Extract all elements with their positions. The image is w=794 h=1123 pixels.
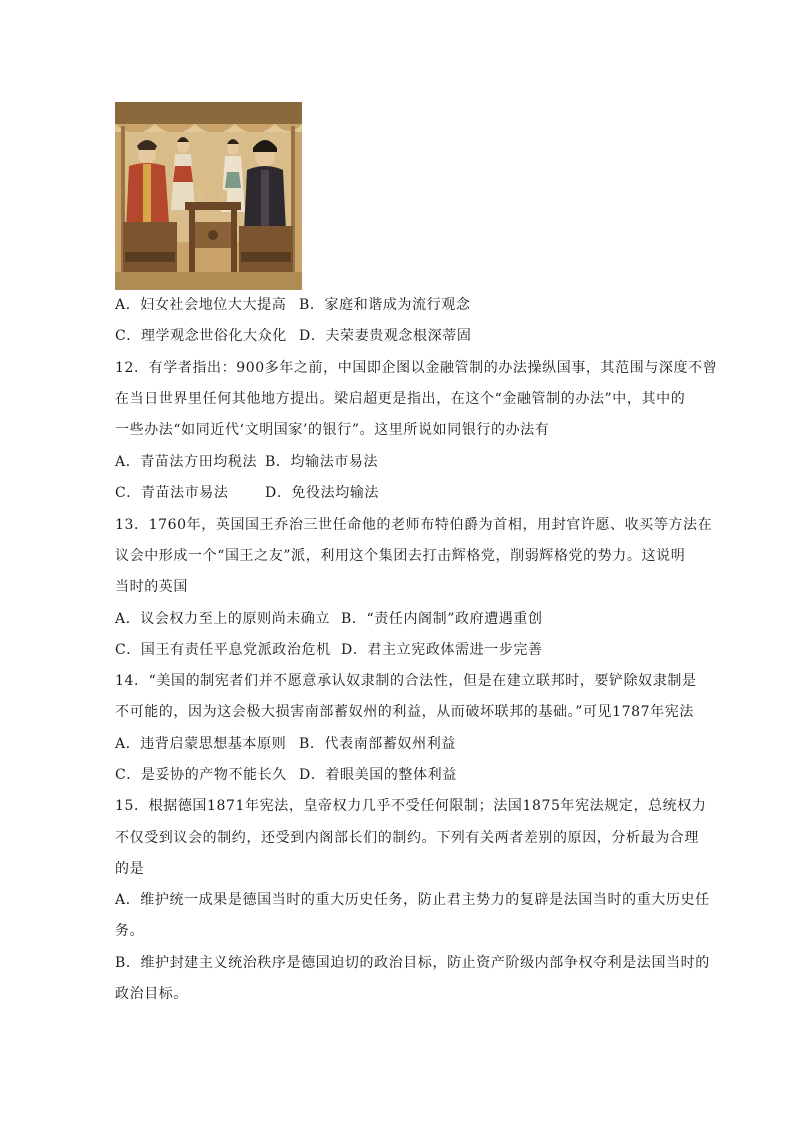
q15-option-b-line-1[interactable]: B．维护封建主义统治秩序是德国迫切的政治目标，防止资产阶级内部争权夺利是法国当时的 xyxy=(115,955,710,971)
q12-stem-line-1: 12．有学者指出：900多年之前，中国即企图以金融管制的办法操纵国事，其范围与深度不曾 xyxy=(115,360,718,376)
q13-stem-line-1: 13．1760年，英国国王乔治三世任命他的老师布特伯爵为首相，用封官许愿、收买等方法在 xyxy=(115,517,713,533)
q11-option-c[interactable]: C．理学观念世俗化大众化 xyxy=(115,328,287,344)
q11-option-b[interactable]: B．家庭和谐成为流行观念 xyxy=(299,297,471,313)
q15-option-b-line-2[interactable]: 政治目标。 xyxy=(115,986,188,1002)
q13-option-a[interactable]: A．议会权力至上的原则尚未确立 xyxy=(115,611,331,627)
q13-stem-line-3: 当时的英国 xyxy=(115,579,188,595)
q12-stem-line-2: 在当日世界里任何其他地方提出。梁启超更是指出，在这个“金融管制的办法”中，其中的 xyxy=(115,391,686,407)
q12-option-a[interactable]: A．青苗法方田均税法 xyxy=(115,454,258,470)
q15-option-a-line-2[interactable]: 务。 xyxy=(115,923,145,939)
q15-option-a-line-1[interactable]: A．维护统一成果是德国当时的重大历史任务，防止君主势力的复辟是法国当时的重大历史任 xyxy=(115,892,710,908)
mural-illustration xyxy=(115,102,302,290)
q11-option-d[interactable]: D．夫荣妻贵观念根深蒂固 xyxy=(299,328,472,344)
q13-option-d[interactable]: D．君主立宪政体需进一步完善 xyxy=(341,642,543,658)
mural-painting-image xyxy=(115,102,302,290)
q13-stem-line-2: 议会中形成一个“国王之友”派，利用这个集团去打击辉格党，削弱辉格党的势力。这说明 xyxy=(115,548,686,564)
q13-option-c[interactable]: C．国王有责任平息党派政治危机 xyxy=(115,642,331,658)
q14-stem-line-2: 不可能的，因为这会极大损害南部蓄奴州的利益，从而破坏联邦的基础。”可见1787年宪法 xyxy=(115,704,694,720)
q14-option-d[interactable]: D．着眼美国的整体利益 xyxy=(299,767,457,783)
q15-stem-line-2: 不仅受到议会的制约，还受到内阁部长们的制约。下列有关两者差别的原因，分析最为合理 xyxy=(115,830,699,846)
q14-option-b[interactable]: B．代表南部蓄奴州利益 xyxy=(299,736,456,752)
q11-option-a[interactable]: A．妇女社会地位大大提高 xyxy=(115,297,287,313)
q15-stem-line-3: 的是 xyxy=(115,861,145,877)
q14-stem-line-1: 14．“美国的制宪者们并不愿意承认奴隶制的合法性，但是在建立联邦时，要铲除奴隶制是 xyxy=(115,673,697,689)
q14-option-c[interactable]: C．是妥协的产物不能长久 xyxy=(115,767,287,783)
q12-option-d[interactable]: D．免役法均输法 xyxy=(265,485,380,501)
q15-stem-line-1: 15．根据德国1871年宪法，皇帝权力几乎不受任何限制；法国1875年宪法规定，总统权力 xyxy=(115,798,707,814)
q12-option-c[interactable]: C．青苗法市易法 xyxy=(115,485,229,501)
q12-stem-line-3: 一些办法“如同近代‘文明国家’的银行”。这里所说如同银行的办法有 xyxy=(115,422,550,438)
q13-option-b[interactable]: B．“责任内阁制”政府遭遇重创 xyxy=(341,611,543,627)
q14-option-a[interactable]: A．违背启蒙思想基本原则 xyxy=(115,736,287,752)
q12-option-b[interactable]: B．均输法市易法 xyxy=(265,454,379,470)
